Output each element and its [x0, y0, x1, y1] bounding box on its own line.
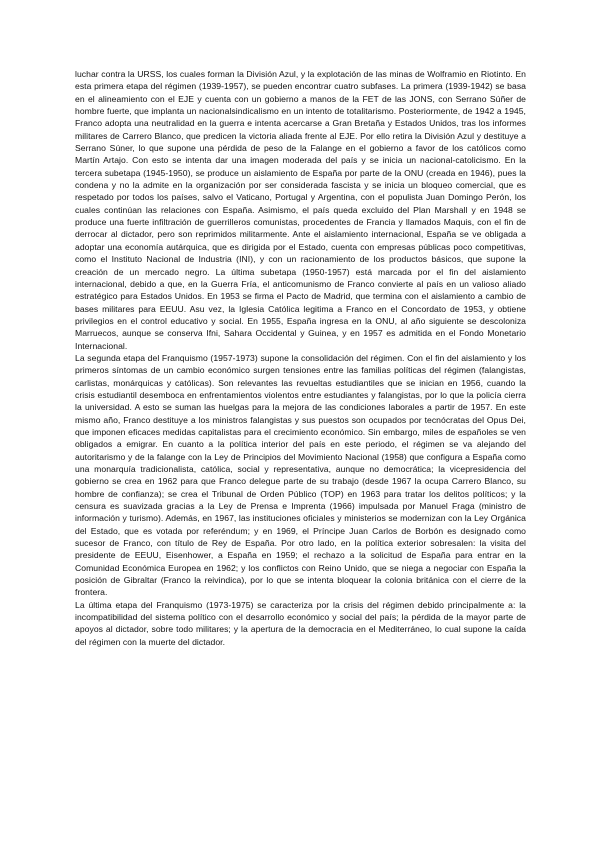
paragraph-final-stage: La última etapa del Franquismo (1973-1975) se caracteriza por la crisis del régimen debido principalmente a: la incompatibilidad del sistema político con el desarrollo económico y social del país; la pérdida de la mayor parte de apoyos al dictador, sobre todo militares; y la apertura de la democracia en el Mediterráneo, lo cual supone la caída del régimen con la muerte del dictador. [75, 599, 526, 647]
paragraph-first-stage-subphases: luchar contra la URSS, los cuales forman la División Azul, y la explotación de las minas de Wolframio en Riotinto. En esta primera etapa del régimen (1939-1957), se pueden encontrar cuatro subfases. La primera (1939-1942) se basa en el alineamiento con el EJE y cuenta con un gobierno a manos de la FET de las JONS, con Serrano Súñer de hombre fuerte, que implanta un nacionalsindicalismo en un intento de totalitarismo. Posteriormente, de 1942 a 1945, Franco adopta una neutralidad en la guerra e intenta acercarse a Gran Bretaña y Estados Unidos, tras los informes militares de Carrero Blanco, que predicen la victoria aliada frente al EJE. Por ello retira la División Azul y destituye a Serrano Súner, lo que supone una pérdida de peso de la Falange en el gobierno a favor de los católicos como Martín Artajo. Con esto se intenta dar una imagen moderada del país y se inicia un nacional-catolicismo. En la tercera subetapa (1945-1950), se produce un aislamiento de España por parte de la ONU (creada en 1946), pues la condena y no la admite en la organización por ser considerada fascista y se inicia un bloqueo comercial, que es respetado por todos los países, salvo el Vaticano, Portugal y Argentina, con el populista Juan Domingo Perón, los cuales continúan las relaciones con España. Asimismo, el país queda excluido del Plan Marshall y en 1948 se produce una fuerte infiltración de guerrilleros comunistas, procedentes de Francia y llamados Maquis, con el fin de derrocar al dictador, pero son reprimidos militarmente. Ante el aislamiento internacional, España se ve obligada a adoptar una economía autárquica, que es dirigida por el Estado, cuenta con empresas públicas poco competitivas, como el Instituto Nacional de Industria (INI), y con un racionamiento de los productos básicos, que supone la creación de un mercado negro. La última subetapa (1950-1957) está marcada por el fin del aislamiento internacional, debido a que, en la Guerra Fría, el anticomunismo de Franco convierte al país en un valioso aliado estratégico para Estados Unidos. En 1953 se firma el Pacto de Madrid, que termina con el aislamiento a cambio de bases militares para EEUU. Asu vez, la Iglesia Católica legitima a Franco en el Concordato de 1953, y obtiene privilegios en el control educativo y social. En 1955, España ingresa en la ONU, al año siguiente se descoloniza Marruecos, aunque se conserva Ifni, Sahara Occidental y Guinea, y en 1957 es admitida en el Fondo Monetario Internacional. [75, 69, 526, 351]
paragraph-second-stage: La segunda etapa del Franquismo (1957-1973) supone la consolidación del régimen. Con el fin del aislamiento y los primeros síntomas de un cambio económico surgen tensiones entre las familias políticas del régimen (falangistas, carlistas, monárquicas y católicas). Son relevantes las revueltas estudiantiles que se inician en 1956, cuando la crisis estudiantil desemboca en enfrentamientos violentos entre estudiantes y falangistas, por lo que la policía cierra la universidad. A esto se suman las huelgas para la mejora de las condiciones laborales a partir de 1957. En este mismo año, Franco destituye a los ministros falangistas y sus puestos son ocupados por tecnócratas del Opus Dei, que imponen eficaces medidas capitalistas para el crecimiento económico. Sin embargo, miles de españoles se ven obligados a emigrar. En cuanto a la política interior del país en este periodo, el régimen se va alejando del autoritarismo y de la falange con la Ley de Principios del Movimiento Nacional (1958) que configura a España como una monarquía tradicionalista, católica, social y representativa, aunque no democrática; la vicepresidencia del gobierno se crea en 1962 para que Franco delegue parte de su trabajo (desde 1967 la ocupa Carrero Blanco, su hombre de confianza); se crea el Tribunal de Orden Público (TOP) en 1963 para tratar los delitos políticos; y la censura es suavizada gracias a la Ley de Prensa e Imprenta (1966) impulsada por Manuel Fraga (ministro de información y turismo). Además, en 1967, las instituciones oficiales y ministerios se modernizan con la Ley Orgánica del Estado, que es votada por referéndum; y en 1969, el Príncipe Juan Carlos de Borbón es designado como sucesor de Franco, con título de Rey de España. Por otro lado, en la política exterior sobresalen: la visita del presidente de EEUU, Eisenhower, a España en 1959; el rechazo a la solicitud de España para entrar en la Comunidad Económica Europea en 1962; y los conflictos con Reino Unido, que se niega a negociar con España la posición de Gibraltar (Franco la reivindica), por lo que se intenta bloquear la colonia británica con el cierre de la frontera. [75, 352, 526, 598]
document-page [75, 68, 526, 648]
